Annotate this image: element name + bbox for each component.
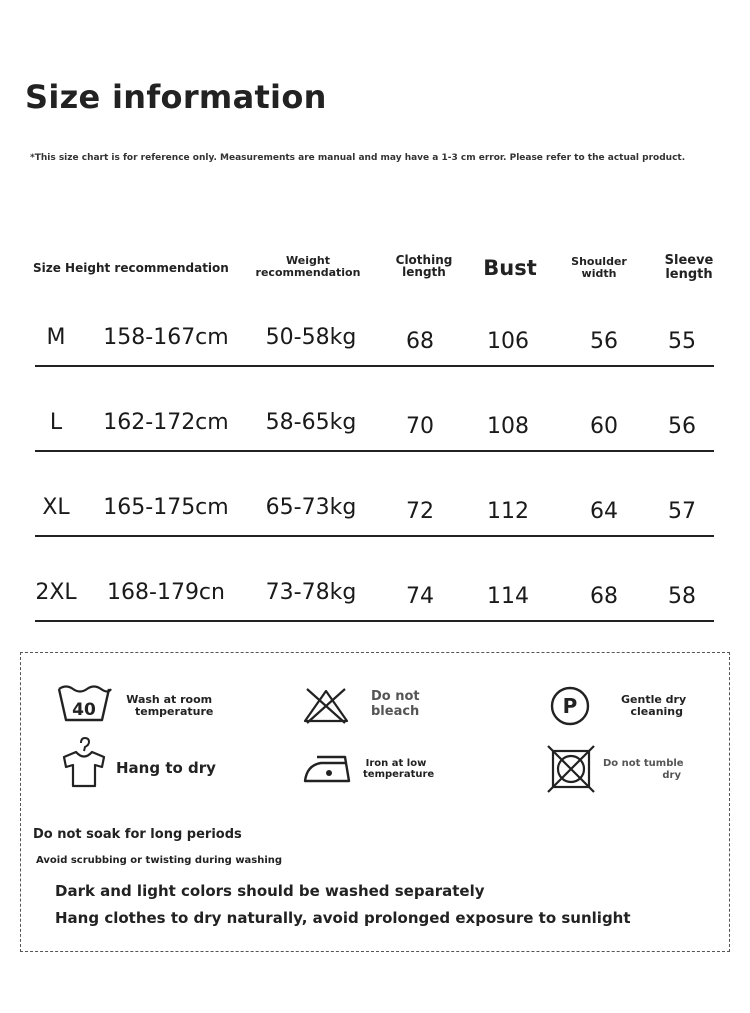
- table-row: [0, 495, 750, 535]
- cell-sleeve: 55: [668, 329, 696, 354]
- tumble-dry-label: [603, 758, 684, 782]
- header-weight-line2: recommendation: [255, 266, 361, 279]
- header-sleeve-line2: length: [665, 267, 713, 282]
- dry-clean-label: [621, 693, 687, 718]
- wash-label: [125, 694, 213, 718]
- wash-label-line1: Wash at room: [126, 693, 213, 706]
- bleach-label-line1: Do not: [371, 689, 420, 704]
- cell-size: L: [49, 410, 63, 435]
- cell-sleeve: 58: [668, 584, 696, 609]
- cell-shoulder: 60: [590, 414, 618, 439]
- header-sleeve-length: [658, 254, 720, 282]
- table-row: [0, 410, 750, 450]
- cell-sleeve: 56: [668, 414, 696, 439]
- care-note: Hang clothes to dry naturally, avoid prolonged exposure to sunlight: [55, 909, 631, 927]
- hang-dry-icon: [61, 737, 107, 789]
- header-weight: [250, 255, 366, 279]
- header-bust: Bust: [483, 256, 537, 280]
- row-divider: [35, 450, 714, 452]
- cell-shoulder: 56: [590, 329, 618, 354]
- iron-label: [363, 758, 435, 780]
- table-row: [0, 580, 750, 620]
- header-clothing-length: [392, 254, 456, 278]
- bleach-label-line2: bleach: [371, 704, 420, 719]
- header-size-height: Size Height recommendation: [33, 261, 229, 275]
- cell-weight: 65-73kg: [265, 495, 357, 520]
- dry-clean-icon: [549, 685, 591, 727]
- dry-clean-label-line2: cleaning: [630, 705, 683, 718]
- cell-clothing-length: 68: [406, 329, 434, 354]
- row-divider: [35, 365, 714, 367]
- wash-label-line2: temperature: [135, 705, 214, 718]
- cell-height: 162-172cm: [103, 410, 229, 435]
- wash-basin-icon: [56, 683, 112, 723]
- cell-size: M: [46, 325, 66, 350]
- size-disclaimer: *This size chart is for reference only. Measurements are manual and may have a 1-3 cm error. Please refer to the actual product.: [30, 153, 686, 163]
- tumble-dry-label-line1: Do not tumble: [603, 758, 684, 769]
- cell-weight: 50-58kg: [265, 325, 357, 350]
- header-weight-line1: Weight: [286, 254, 330, 267]
- bleach-label: [371, 689, 420, 719]
- cell-height: 158-167cm: [103, 325, 229, 350]
- care-note: Do not soak for long periods: [33, 827, 242, 842]
- page-title: Size information: [25, 78, 327, 116]
- cell-size: 2XL: [35, 580, 77, 605]
- tumble-dry-label-line2: dry: [662, 770, 681, 781]
- cell-bust: 112: [487, 499, 529, 524]
- no-bleach-icon: [301, 687, 351, 725]
- cell-height: 165-175cm: [103, 495, 229, 520]
- cell-bust: 114: [487, 584, 529, 609]
- dry-clean-label-line1: Gentle dry: [621, 693, 687, 706]
- cell-weight: 58-65kg: [265, 410, 357, 435]
- care-instructions-box: [20, 652, 730, 952]
- cell-height: 168-179cn: [107, 580, 225, 605]
- wash-temperature: 40: [72, 700, 96, 720]
- hang-dry-label: Hang to dry: [116, 759, 216, 777]
- header-shoulder-line2: width: [581, 267, 617, 280]
- cell-shoulder: 64: [590, 499, 618, 524]
- cell-bust: 108: [487, 414, 529, 439]
- cell-shoulder: 68: [590, 584, 618, 609]
- cell-clothing-length: 70: [406, 414, 434, 439]
- header-length-line2: length: [402, 265, 446, 279]
- row-divider: [35, 620, 714, 622]
- iron-label-line2: temperature: [363, 769, 435, 780]
- row-divider: [35, 535, 714, 537]
- care-note: Avoid scrubbing or twisting during washing: [36, 855, 283, 866]
- dry-clean-letter: P: [562, 694, 578, 718]
- iron-icon: [303, 753, 353, 785]
- no-tumble-dry-icon: [547, 745, 595, 793]
- iron-label-line1: Iron at low: [365, 758, 427, 769]
- cell-clothing-length: 72: [406, 499, 434, 524]
- cell-bust: 106: [487, 329, 529, 354]
- cell-sleeve: 57: [668, 499, 696, 524]
- care-note: Dark and light colors should be washed separately: [55, 882, 485, 900]
- header-shoulder-line1: Shoulder: [571, 255, 627, 268]
- header-sleeve-line1: Sleeve: [664, 253, 714, 268]
- table-row: [0, 325, 750, 365]
- header-length-line1: Clothing: [395, 253, 453, 267]
- cell-weight: 73-78kg: [265, 580, 357, 605]
- cell-clothing-length: 74: [406, 584, 434, 609]
- cell-size: XL: [42, 495, 70, 520]
- header-shoulder-width: [566, 256, 632, 280]
